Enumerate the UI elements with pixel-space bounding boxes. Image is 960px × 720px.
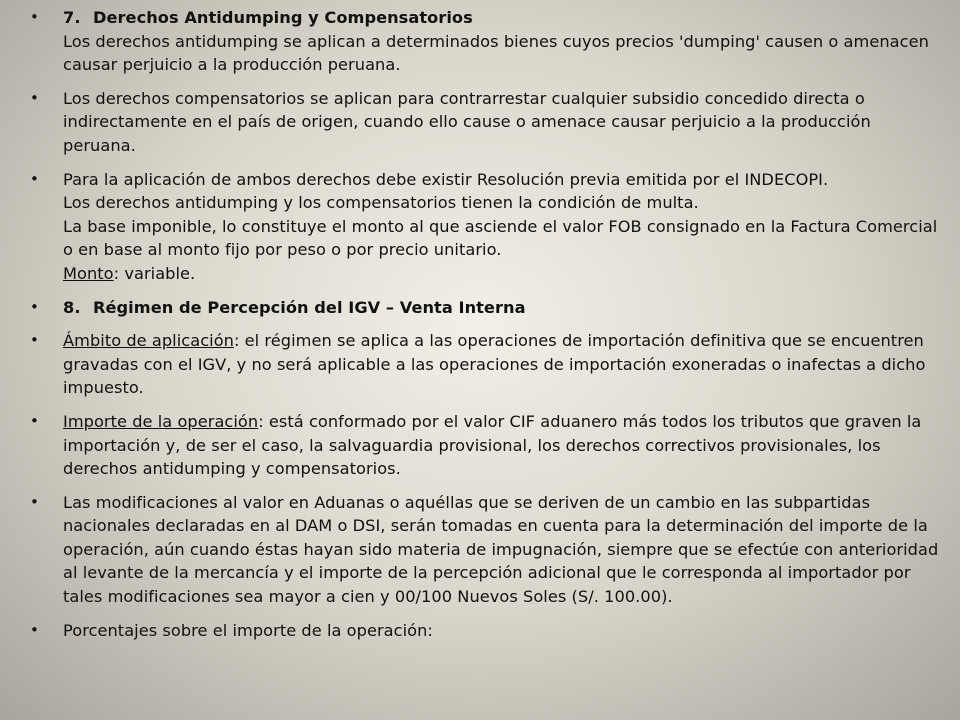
modificaciones-paragraph: • Las modificaciones al valor en Aduanas o aquéllas que se deriven de un cambio en las subpartidas nacionales declaradas en al DAM o DSI, serán tomadas en cuenta para la determinación del importe de la operación, aún cuando éstas hayan sido materia de impugnación, siempre que se efectúe con anterioridad al levante de la mercancía y el importe de la percepción adicional que le corresponda al importador por tales modificaciones sea mayor a cien y 00/100 Nuevos Soles (S/. 100.00). xyxy=(63,492,939,607)
section-8-title: Régimen de Percepción del IGV – Venta Interna xyxy=(93,297,526,317)
bullet-compensatorios xyxy=(30,87,940,158)
bullet-importe xyxy=(30,410,940,481)
bullet-modificaciones xyxy=(30,491,940,609)
section-8-heading: • 8. Régimen de Percepción del IGV – Venta Interna xyxy=(63,297,526,317)
ambito-label: Ámbito de aplicación xyxy=(63,331,234,351)
bullet-regimen-percepcion xyxy=(30,296,940,320)
bullet-porcentajes xyxy=(30,619,940,643)
monto-label: Monto xyxy=(63,263,114,283)
base-imponible-line: La base imponible, lo constituye el monto al que asciende el valor FOB consignado en la Factura Comercial o en base al monto fijo por peso o por precio unitario. xyxy=(63,216,938,260)
section-7-title: Derechos Antidumping y Compensatorios xyxy=(93,8,473,27)
porcentajes-paragraph: • Porcentajes sobre el importe de la operación: xyxy=(63,620,433,640)
monto-line xyxy=(63,262,940,286)
ambito-text: : el régimen se aplica a las operaciones de importación definitiva que se encuentren gravadas con el IGV, y no será aplicable a las operaciones de importación exoneradas o inafectas a dicho impuesto. xyxy=(63,331,926,398)
bullet-derechos-antidumping xyxy=(30,6,940,77)
antidumping-paragraph: Los derechos antidumping se aplican a determinados bienes cuyos precios 'dumping' causen o amenacen causar perjuicio a la producción peruana. xyxy=(63,31,929,75)
multa-line: Los derechos antidumping y los compensatorios tienen la condición de multa. xyxy=(63,193,699,213)
compensatorios-paragraph: • Los derechos compensatorios se aplican para contrarrestar cualquier subsidio concedido directa o indirectamente en el país de origen, cuando ello cause o amenace causar perjuicio a la producción peruana. xyxy=(63,88,871,155)
importe-text: : está conformado por el valor CIF aduanero más todos los tributos que graven la importación y, de ser el caso, la salvaguardia provisional, los derechos correctivos provisionales, los derechos antidumping y compensatorios. xyxy=(63,411,922,479)
bullet-aplicacion xyxy=(30,168,940,286)
importe-label: Importe de la operación xyxy=(63,411,259,431)
monto-value: : variable. xyxy=(113,263,196,283)
bullet-ambito xyxy=(30,329,940,400)
section-7-heading: • 7. Derechos Antidumping y Compensatorios xyxy=(63,8,473,27)
aplicacion-line: • Para la aplicación de ambos derechos debe existir Resolución previa emitida por el INDECOPI. xyxy=(63,169,829,189)
